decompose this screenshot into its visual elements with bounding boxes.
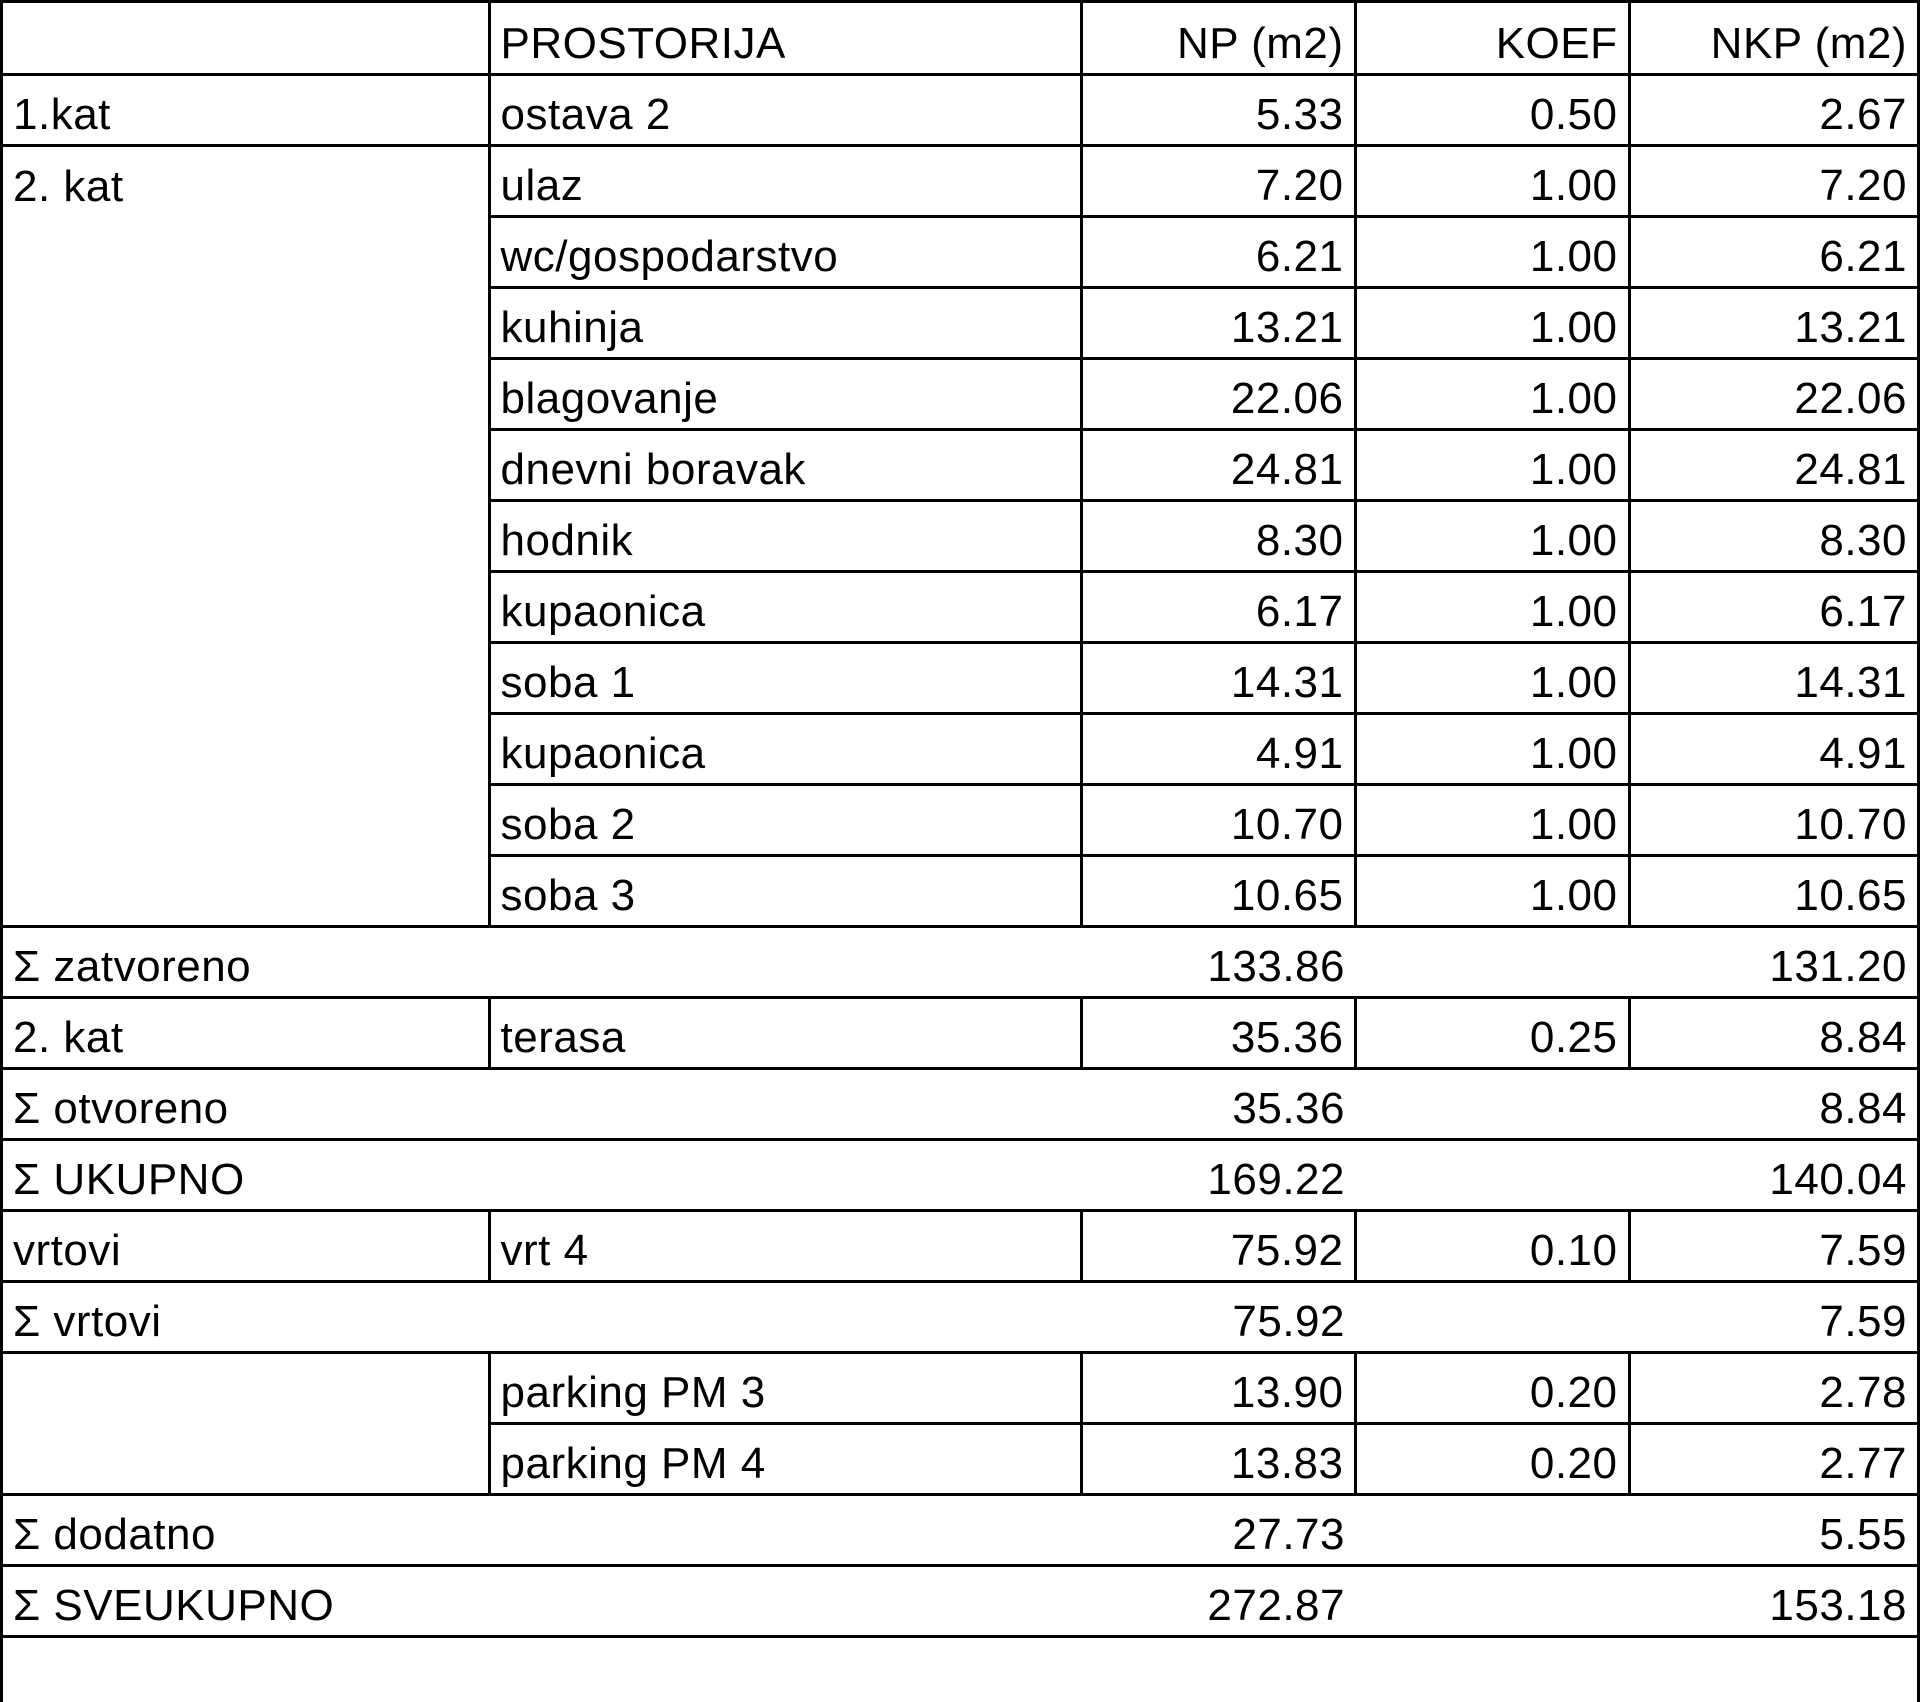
nkp-cell: 10.65	[1629, 855, 1917, 926]
koef-cell: 1.00	[1355, 216, 1629, 287]
sum-np: 133.86	[1081, 926, 1355, 997]
room-cell: blagovanje	[489, 358, 1081, 429]
sum-row-otvoreno	[3, 1068, 1917, 1139]
np-cell: 13.90	[1081, 1352, 1355, 1423]
nkp-cell: 8.84	[1629, 997, 1917, 1068]
floor-cell-empty	[3, 1352, 489, 1423]
sum-label: Σ vrtovi	[3, 1281, 489, 1352]
koef-cell: 1.00	[1355, 784, 1629, 855]
room-cell: kupaonica	[489, 713, 1081, 784]
table-row	[3, 216, 1917, 287]
floor-cell	[3, 571, 489, 642]
np-cell: 5.33	[1081, 74, 1355, 145]
np-cell: 13.83	[1081, 1423, 1355, 1494]
nkp-cell: 2.67	[1629, 74, 1917, 145]
table-row	[3, 1352, 1917, 1423]
koef-cell: 0.50	[1355, 74, 1629, 145]
room-cell: hodnik	[489, 500, 1081, 571]
sum-row-zatvoreno	[3, 926, 1917, 997]
sum-nkp: 140.04	[1629, 1139, 1917, 1210]
floor-cell: vrtovi	[3, 1210, 489, 1281]
np-cell: 8.30	[1081, 500, 1355, 571]
sum-np: 169.22	[1081, 1139, 1355, 1210]
table-row	[3, 74, 1917, 145]
nkp-cell: 2.78	[1629, 1352, 1917, 1423]
koef-cell: 0.20	[1355, 1352, 1629, 1423]
table-row	[3, 997, 1917, 1068]
table-row	[3, 145, 1917, 216]
header-row	[3, 3, 1917, 74]
koef-cell: 1.00	[1355, 713, 1629, 784]
floor-cell	[3, 784, 489, 855]
header-nkp: NKP (m2)	[1629, 3, 1917, 74]
sum-label: Σ dodatno	[3, 1494, 489, 1565]
sum-room-empty	[489, 1565, 1081, 1636]
koef-cell: 1.00	[1355, 500, 1629, 571]
sum-room-empty	[489, 1139, 1081, 1210]
koef-cell: 0.20	[1355, 1423, 1629, 1494]
sum-np: 35.36	[1081, 1068, 1355, 1139]
np-cell: 4.91	[1081, 713, 1355, 784]
koef-cell: 1.00	[1355, 571, 1629, 642]
nkp-cell: 22.06	[1629, 358, 1917, 429]
nkp-cell: 2.77	[1629, 1423, 1917, 1494]
nkp-cell: 7.59	[1629, 1210, 1917, 1281]
room-cell: soba 2	[489, 784, 1081, 855]
floor-cell	[3, 500, 489, 571]
koef-cell: 1.00	[1355, 855, 1629, 926]
sum-koef-empty	[1355, 1281, 1629, 1352]
floor-cell	[3, 855, 489, 926]
sum-row-ukupno	[3, 1139, 1917, 1210]
table-row	[3, 1210, 1917, 1281]
sum-row-vrtovi	[3, 1281, 1917, 1352]
sum-row-dodatno	[3, 1494, 1917, 1565]
np-cell: 6.17	[1081, 571, 1355, 642]
sum-koef-empty	[1355, 1139, 1629, 1210]
floor-cell-empty	[3, 1423, 489, 1494]
koef-cell: 1.00	[1355, 287, 1629, 358]
nkp-cell: 14.31	[1629, 642, 1917, 713]
room-cell: soba 3	[489, 855, 1081, 926]
koef-cell: 1.00	[1355, 145, 1629, 216]
sum-row-sveukupno	[3, 1565, 1917, 1636]
nkp-cell: 10.70	[1629, 784, 1917, 855]
table-row	[3, 500, 1917, 571]
nkp-cell: 4.91	[1629, 713, 1917, 784]
nkp-cell: 6.21	[1629, 216, 1917, 287]
room-cell: wc/gospodarstvo	[489, 216, 1081, 287]
sum-room-empty	[489, 1494, 1081, 1565]
sum-room-empty	[489, 1068, 1081, 1139]
nkp-cell: 8.30	[1629, 500, 1917, 571]
room-cell: vrt 4	[489, 1210, 1081, 1281]
sum-label: Σ zatvoreno	[3, 926, 489, 997]
header-room: PROSTORIJA	[489, 3, 1081, 74]
header-np: NP (m2)	[1081, 3, 1355, 74]
area-table	[3, 3, 1917, 1638]
sum-koef-empty	[1355, 926, 1629, 997]
room-cell: soba 1	[489, 642, 1081, 713]
np-cell: 24.81	[1081, 429, 1355, 500]
sum-nkp: 8.84	[1629, 1068, 1917, 1139]
room-cell: dnevni boravak	[489, 429, 1081, 500]
koef-cell: 1.00	[1355, 358, 1629, 429]
room-cell: kuhinja	[489, 287, 1081, 358]
sum-koef-empty	[1355, 1068, 1629, 1139]
room-cell: parking PM 4	[489, 1423, 1081, 1494]
sum-nkp: 153.18	[1629, 1565, 1917, 1636]
sum-room-empty	[489, 926, 1081, 997]
nkp-cell: 24.81	[1629, 429, 1917, 500]
table-row	[3, 642, 1917, 713]
table-row	[3, 429, 1917, 500]
room-cell: terasa	[489, 997, 1081, 1068]
koef-cell: 1.00	[1355, 642, 1629, 713]
np-cell: 35.36	[1081, 997, 1355, 1068]
table-row	[3, 571, 1917, 642]
floor-cell: 1.kat	[3, 74, 489, 145]
floor-cell	[3, 287, 489, 358]
np-cell: 14.31	[1081, 642, 1355, 713]
sum-nkp: 5.55	[1629, 1494, 1917, 1565]
sum-koef-empty	[1355, 1494, 1629, 1565]
sum-np: 272.87	[1081, 1565, 1355, 1636]
nkp-cell: 7.20	[1629, 145, 1917, 216]
nkp-cell: 6.17	[1629, 571, 1917, 642]
table-row	[3, 713, 1917, 784]
np-cell: 13.21	[1081, 287, 1355, 358]
np-cell: 10.70	[1081, 784, 1355, 855]
table-row	[3, 784, 1917, 855]
sum-label: Σ UKUPNO	[3, 1139, 489, 1210]
table-row	[3, 855, 1917, 926]
sum-nkp: 131.20	[1629, 926, 1917, 997]
floor-cell	[3, 713, 489, 784]
table-row	[3, 287, 1917, 358]
floor-cell: 2. kat	[3, 997, 489, 1068]
sum-nkp: 7.59	[1629, 1281, 1917, 1352]
header-koef: KOEF	[1355, 3, 1629, 74]
sum-label: Σ SVEUKUPNO	[3, 1565, 489, 1636]
floor-cell: 2. kat	[13, 162, 124, 211]
np-cell: 10.65	[1081, 855, 1355, 926]
floor-cell	[3, 429, 489, 500]
np-cell: 6.21	[1081, 216, 1355, 287]
sum-label: Σ otvoreno	[3, 1068, 489, 1139]
header-floor	[3, 3, 489, 74]
room-cell: kupaonica	[489, 571, 1081, 642]
koef-cell: 0.25	[1355, 997, 1629, 1068]
floor-cell	[3, 642, 489, 713]
table-row	[3, 358, 1917, 429]
koef-cell: 0.10	[1355, 1210, 1629, 1281]
sum-koef-empty	[1355, 1565, 1629, 1636]
room-cell: ostava 2	[489, 74, 1081, 145]
room-cell: parking PM 3	[489, 1352, 1081, 1423]
nkp-cell: 13.21	[1629, 287, 1917, 358]
np-cell: 75.92	[1081, 1210, 1355, 1281]
np-cell: 22.06	[1081, 358, 1355, 429]
floor-cell	[3, 216, 489, 287]
np-cell: 7.20	[1081, 145, 1355, 216]
koef-cell: 1.00	[1355, 429, 1629, 500]
floor-cell	[3, 358, 489, 429]
room-cell: ulaz	[489, 145, 1081, 216]
sum-np: 75.92	[1081, 1281, 1355, 1352]
table-row	[3, 1423, 1917, 1494]
sum-np: 27.73	[1081, 1494, 1355, 1565]
sum-room-empty	[489, 1281, 1081, 1352]
